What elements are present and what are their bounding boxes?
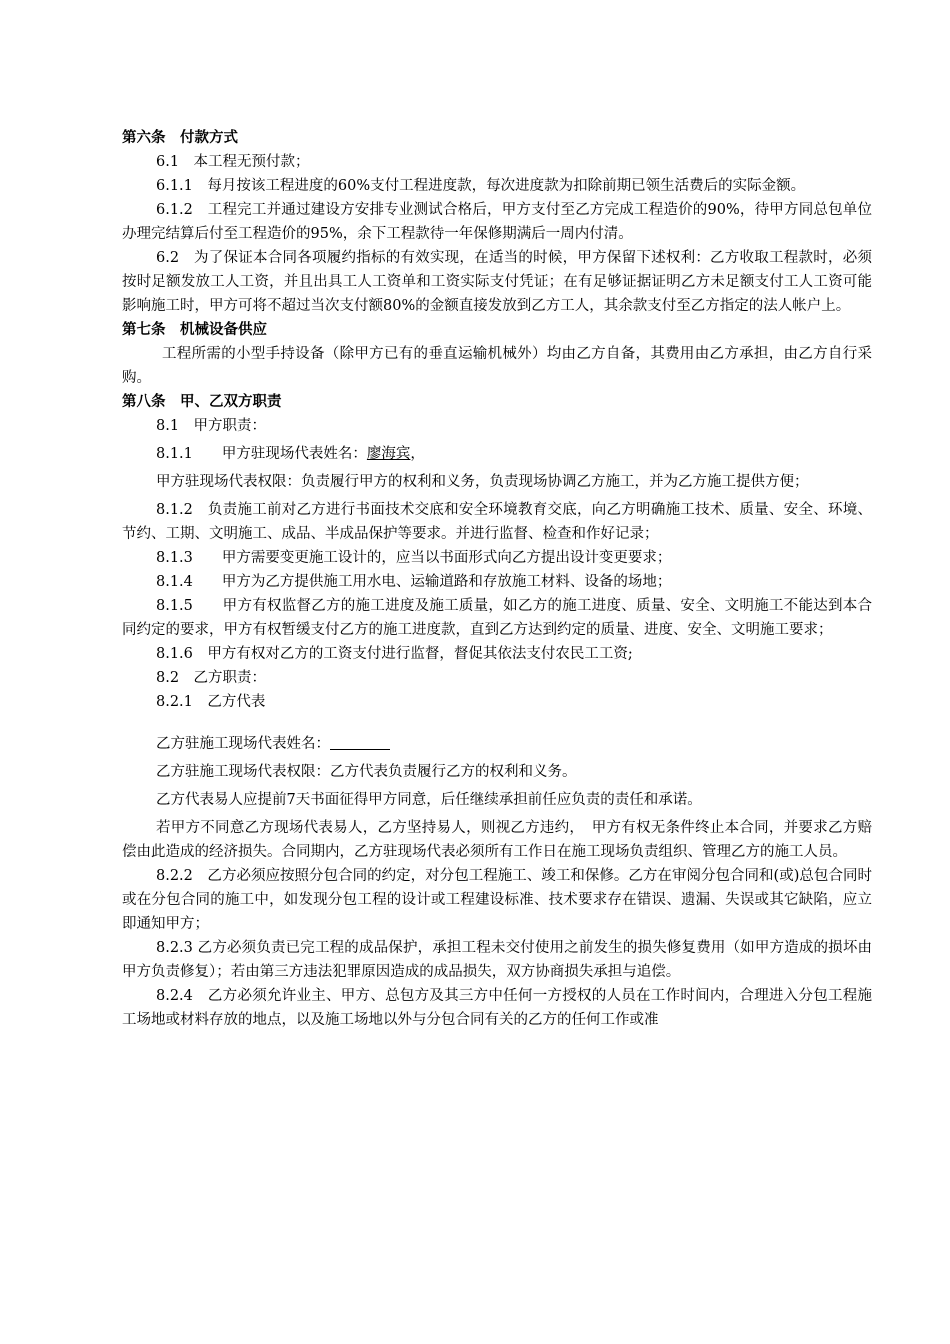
clause-8-2-4: 8.2.4 乙方必须允许业主、甲方、总包方及其三方中任何一方授权的人员在工作时间内，合理进入分包工程施工场地或材料存放的地点，以及施工场地以外与分包合同有关的乙方的任何工作或准 <box>122 988 872 1028</box>
clause-6-1: 6.1 本工程无预付款； <box>156 154 310 170</box>
party-b-rep-change: 乙方代表易人应提前7天书面征得甲方同意，后任继续承担前任应负责的责任和承诺。 <box>156 792 702 808</box>
clause-6-1-2: 6.1.2 工程完工并通过建设方安排专业测试合格后，甲方支付至乙方完成工程造价的90%，待甲方同总包单位办理完结算后付至工程造价的95%，余下工程款待一年保修期满后一周内付清。 <box>122 202 872 242</box>
clause-8-1-1-authority: 甲方驻现场代表权限：负责履行甲方的权利和义务，负责现场协调乙方施工，并为乙方施工提供方便； <box>156 474 809 490</box>
party-b-rep-name-line <box>122 732 872 756</box>
clause-8-1-3: 8.1.3 甲方需要变更施工设计的，应当以书面形式向乙方提出设计变更要求； <box>156 550 672 566</box>
clause-8-1-1 <box>122 442 872 466</box>
party-b-rep-dispute: 若甲方不同意乙方现场代表易人，乙方坚持易人，则视乙方违约， 甲方有权无条件终止本合同，并要求乙方赔偿由此造成的经济损失。合同期内，乙方驻现场代表必须所有工作日在施工现场负责组织、管理乙方的施工人员。 <box>122 820 872 860</box>
clause-6-1-1: 6.1.1 每月按该工程进度的60%支付工程进度款，每次进度款为扣除前期已领生活费后的实际金额。 <box>156 178 806 194</box>
article-8-title: 第八条 甲、乙双方职责 <box>122 393 282 410</box>
article-7-body: 工程所需的小型手持设备（除甲方已有的垂直运输机械外）均由乙方自备，其费用由乙方承担，由乙方自行采购。 <box>122 346 872 386</box>
party-b-rep-name-label: 乙方驻施工现场代表姓名： <box>156 736 330 752</box>
party-b-rep-authority: 乙方驻施工现场代表权限：乙方代表负责履行乙方的权利和义务。 <box>156 764 577 780</box>
clause-8-1-6: 8.1.6 甲方有权对乙方的工资支付进行监督，督促其依法支付农民工工资; <box>156 646 633 662</box>
clause-8-1-2: 8.1.2 负责施工前对乙方进行书面技术交底和安全环境教育交底，向乙方明确施工技术、质量、安全、环境、节约、工期、文明施工、成品、半成品保护等要求。并进行监督、检查和作好记录； <box>122 502 872 542</box>
clause-8-2-2: 8.2.2 乙方必须应按照分包合同的约定，对分包工程施工、竣工和保修。乙方在审阅分包合同和(或)总包合同时或在分包合同的施工中，如发现分包工程的设计或工程建设标准、技术要求存在错误、遗漏、失误或其它缺陷，应立即通知甲方； <box>122 868 872 932</box>
article-6-title: 第六条 付款方式 <box>122 129 238 146</box>
document-page <box>122 126 872 1032</box>
rep-suffix: ， <box>410 446 425 462</box>
clause-8-1-4: 8.1.4 甲方为乙方提供施工用水电、运输道路和存放施工材料、设备的场地； <box>156 574 672 590</box>
spacer <box>122 714 872 732</box>
rep-name: 廖海宾 <box>366 446 411 462</box>
article-7-title: 第七条 机械设备供应 <box>122 321 267 338</box>
clause-8-1: 8.1 甲方职责： <box>156 418 267 434</box>
party-b-rep-name-blank <box>330 733 390 750</box>
clause-6-2: 6.2 为了保证本合同各项履约指标的有效实现，在适当的时候，甲方保留下述权利：乙方收取工程款时，必须按时足额发放工人工资，并且出具工人工资单和工资实际支付凭证；在有足够证据证明乙方未足额支付工人工资可能影响施工时，甲方可将不超过当次支付额80%的金额直接发放到乙方工人，其余款支付至乙方指定的法人帐户上。 <box>122 250 872 314</box>
clause-8-2-1: 8.2.1 乙方代表 <box>156 694 266 710</box>
rep-label: 8.1.1 甲方驻现场代表姓名： <box>156 446 367 462</box>
clause-8-2-3: 8.2.3 乙方必须负责已完工程的成品保护，承担工程未交付使用之前发生的损失修复费用（如甲方造成的损坏由甲方负责修复）；若由第三方违法犯罪原因造成的成品损失，双方协商损失承担与追偿。 <box>122 940 872 980</box>
clause-8-2: 8.2 乙方职责： <box>156 670 267 686</box>
clause-8-1-5: 8.1.5 甲方有权监督乙方的施工进度及施工质量，如乙方的施工进度、质量、安全、文明施工不能达到本合同约定的要求，甲方有权暂缓支付乙方的施工进度款，直到乙方达到约定的质量、进度、安全、文明施工要求； <box>122 598 872 638</box>
